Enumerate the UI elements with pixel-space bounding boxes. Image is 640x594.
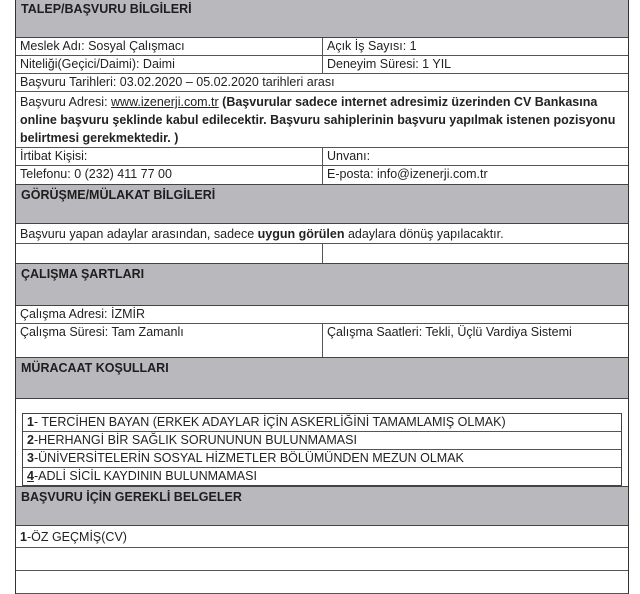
list-item: 4-ADLİ SİCİL KAYDININ BULUNMAMASI (23, 468, 621, 486)
basvuru-adresi-note: (Başvurular sadece internet adresimiz üzerinden CV Bankasına online başvuru şeklinde kabul edilecektir. Başvuru sahiplerinin başvuru yapılmak istenen pozisyonu belirtmesi gerekmektedir. ) (20, 95, 616, 145)
muracaat-list-wrap (16, 399, 628, 486)
calisma-adresi: Çalışma Adresi: İZMİR (20, 307, 146, 321)
empty-cell (323, 244, 628, 263)
telefonu: Telefonu: 0 (232) 411 77 00 (16, 166, 323, 184)
row-gorusme-text (16, 224, 628, 244)
list-item: 1- TERCİHEN BAYAN (ERKEK ADAYLAR İÇİN ASKERLİĞİNİ TAMAMLAMIŞ OLMAK) (23, 414, 621, 432)
section-title: GÖRÜŞME/MÜLAKAT BİLGİLERİ (21, 188, 216, 202)
list-item: 3-ÜNİVERSİTELERİN SOSYAL HİZMETLER BÖLÜMÜNDEN MEZUN OLMAK (23, 450, 621, 468)
e-posta[interactable]: E-posta: info@izenerji.com.tr (327, 167, 488, 181)
row-calisma-suresi (16, 324, 628, 357)
muracaat-list (22, 413, 622, 486)
acik-is-sayisi: Açık İş Sayısı: 1 (327, 39, 417, 53)
section-title: BAŞVURU İÇİN GEREKLİ BELGELER (21, 490, 242, 504)
list-item: 1-ÖZ GEÇMİŞ(CV) (16, 526, 628, 548)
row-niteligi (16, 56, 628, 74)
row-irtibat (16, 148, 628, 166)
section-header-talep (16, 0, 628, 38)
row-adres (16, 92, 628, 148)
gorusme-text: Başvuru yapan adaylar arasından, sadece uygun görülen adaylara dönüş yapılacaktır. (20, 227, 504, 241)
deneyim-suresi: Deneyim Süresi: 1 YIL (327, 57, 452, 71)
section-header-belgeler (16, 486, 628, 526)
irtibat-kisisi: İrtibat Kişisi: (16, 148, 323, 165)
section-header-calisma (16, 263, 628, 306)
meslek-adi: Meslek Adı: Sosyal Çalışmacı (16, 38, 323, 55)
row-tarihler (16, 74, 628, 92)
job-posting-form (15, 0, 629, 594)
basvuru-adresi-link[interactable]: www.izenerji.com.tr (111, 95, 219, 109)
section-title: MÜRACAAT KOŞULLARI (21, 361, 169, 375)
empty-row (16, 548, 628, 571)
section-title: TALEP/BAŞVURU BİLGİLERİ (21, 2, 192, 16)
empty-cell (16, 244, 323, 263)
row-calisma-adresi (16, 306, 628, 324)
calisma-saatleri: Çalışma Saatleri: Tekli, Üçlü Vardiya Sistemi (327, 325, 572, 339)
section-header-muracaat (16, 357, 628, 399)
section-title: ÇALIŞMA ŞARTLARI (21, 267, 145, 281)
calisma-suresi: Çalışma Süresi: Tam Zamanlı (16, 324, 323, 357)
basvuru-adresi-label: Başvuru Adresi: (20, 95, 112, 109)
empty-row (16, 571, 628, 594)
section-header-gorusme (16, 184, 628, 224)
row-gorusme-empty (16, 244, 628, 263)
unvani: Unvanı: (327, 149, 371, 163)
basvuru-tarihleri: Başvuru Tarihleri: 03.02.2020 – 05.02.2020 tarihleri arası (20, 75, 335, 89)
row-telefon (16, 166, 628, 184)
row-meslek (16, 38, 628, 56)
niteligi: Niteliği(Geçici/Daimi): Daimi (16, 56, 323, 73)
list-item: 2-HERHANGİ BİR SAĞLIK SORUNUNUN BULUNMAMASI (23, 432, 621, 450)
